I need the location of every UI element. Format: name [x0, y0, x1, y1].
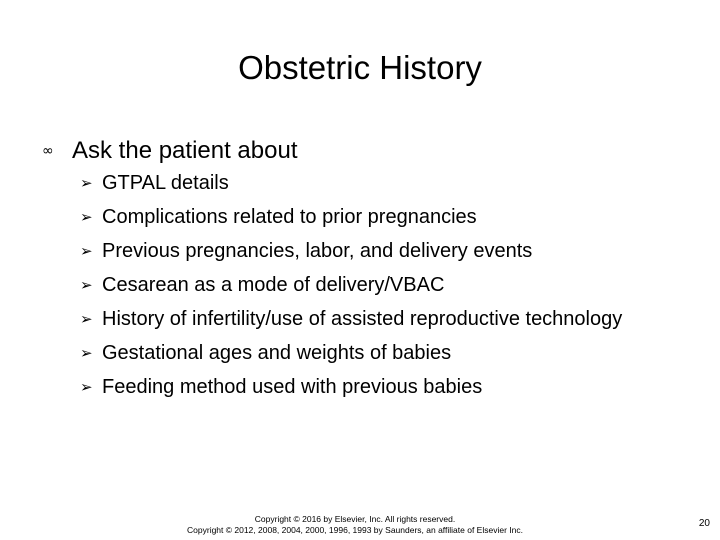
- copyright-footer: [150, 514, 560, 536]
- sub-bullet-list: [80, 172, 680, 410]
- fancy-bullet-icon: ∞: [42, 143, 54, 159]
- sub-bullet-text: Cesarean as a mode of delivery/VBAC: [102, 274, 445, 296]
- page-number: 20: [698, 518, 710, 529]
- sub-bullet-text: GTPAL details: [102, 172, 229, 194]
- sub-bullet-item: [80, 206, 680, 229]
- sub-bullet-item: [80, 376, 680, 399]
- arrow-bullet-icon: ➢: [80, 208, 93, 226]
- sub-bullet-item: [80, 342, 680, 365]
- sub-bullet-text: Complications related to prior pregnancies: [102, 206, 477, 228]
- sub-bullet-item: [80, 240, 680, 263]
- copyright-line-2: Copyright © 2012, 2008, 2004, 2000, 1996, 1993 by Saunders, an affiliate of Elsevier Inc.: [187, 525, 523, 535]
- sub-bullet-text: Gestational ages and weights of babies: [102, 342, 452, 364]
- sub-bullet-item: [80, 274, 680, 297]
- arrow-bullet-icon: ➢: [80, 378, 93, 396]
- arrow-bullet-icon: ➢: [80, 174, 93, 192]
- arrow-bullet-icon: ➢: [80, 344, 93, 362]
- main-bullet-text: Ask the patient about: [72, 137, 298, 164]
- sub-bullet-text: Previous pregnancies, labor, and delivery events: [102, 240, 533, 262]
- sub-bullet-text: Feeding method used with previous babies: [102, 376, 483, 398]
- arrow-bullet-icon: ➢: [80, 276, 93, 294]
- main-bullet: [42, 133, 682, 169]
- sub-bullet-text: History of infertility/use of assisted reproductive technology: [102, 308, 623, 330]
- copyright-line-1: Copyright © 2016 by Elsevier, Inc. All rights reserved.: [254, 514, 456, 524]
- slide-title: Obstetric History: [238, 49, 482, 86]
- sub-bullet-item: [80, 172, 680, 195]
- sub-bullet-item: [80, 308, 680, 331]
- arrow-bullet-icon: ➢: [80, 242, 93, 260]
- arrow-bullet-icon: ➢: [80, 310, 93, 328]
